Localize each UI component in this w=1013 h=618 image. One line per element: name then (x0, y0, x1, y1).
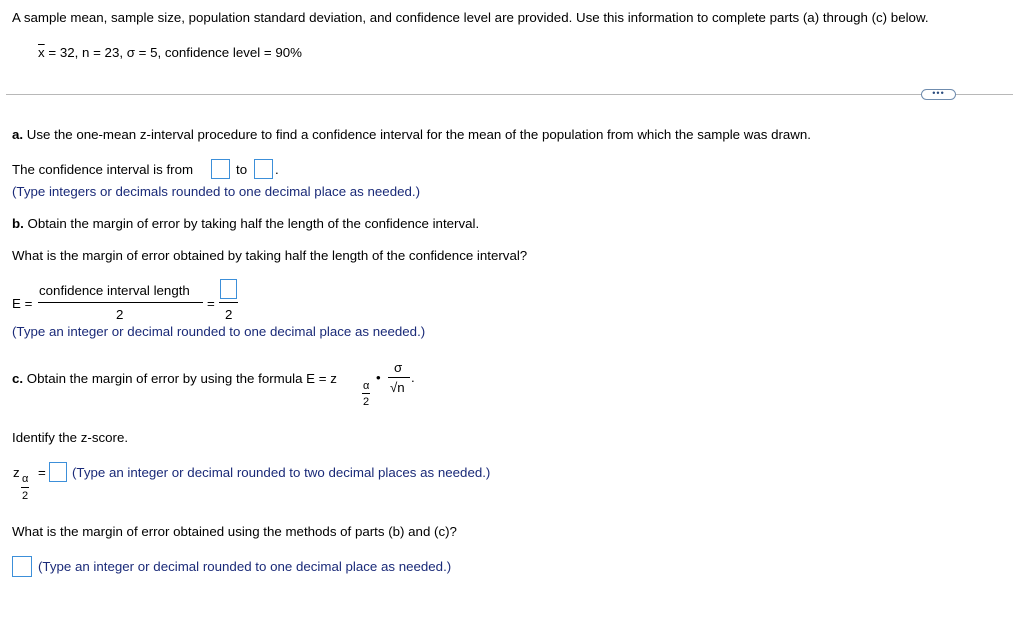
part-a-hint: (Type integers or decimals rounded to one decimal place as needed.) (12, 184, 421, 199)
identify-z-text: Identify the z-score. (12, 430, 129, 445)
ci-suffix: . (275, 162, 279, 177)
more-options-button[interactable]: ••• (921, 89, 956, 100)
formula-sigma-bar (388, 377, 410, 378)
part-b-label: b. (12, 216, 24, 231)
formula-alpha-bar (362, 393, 370, 394)
part-b-hint: (Type an integer or decimal rounded to one decimal place as needed.) (12, 324, 426, 339)
z-alpha: α (22, 473, 29, 485)
z-symbol: z (13, 465, 20, 480)
formula-alpha: α (363, 380, 370, 392)
given-values (38, 45, 302, 60)
instructions-text: A sample mean, sample size, population standard deviation, and confidence level are provided. Use this information to complete parts (a) through (c) below. (12, 10, 929, 25)
fraction-denominator-2: 2 (225, 307, 233, 322)
final-hint: (Type an integer or decimal rounded to one decimal place as needed.) (38, 559, 452, 574)
part-c-label: c. (12, 371, 24, 386)
formula-dot: • (376, 370, 381, 385)
e-label: E = (12, 296, 33, 311)
z-two: 2 (22, 490, 29, 502)
fraction-bar (38, 302, 203, 303)
part-c-instruction (12, 371, 337, 386)
ci-to-text: to (236, 162, 248, 177)
part-b-instruction (12, 216, 479, 231)
formula-two: 2 (363, 396, 370, 408)
z-alpha-bar (21, 487, 29, 488)
part-b-question: What is the margin of error obtained by taking half the length of the confidence interval? (12, 248, 528, 263)
z-score-input[interactable] (49, 462, 67, 482)
part-a-label: a. (12, 127, 24, 142)
fraction-bar-2 (219, 302, 238, 303)
formula-period: . (411, 370, 415, 385)
fraction-equals: = (207, 296, 215, 311)
interval-length-input[interactable] (220, 279, 237, 299)
ci-lower-input[interactable] (211, 159, 230, 179)
given-values-text: = 32, n = 23, σ = 5, confidence level = 90% (48, 45, 302, 60)
fraction-numerator: confidence interval length (39, 283, 190, 298)
formula-sigma: σ (394, 360, 403, 375)
part-a-question (12, 127, 811, 142)
z-equals: = (38, 465, 46, 480)
part-b-instruction-text: Obtain the margin of error by taking half the length of the confidence interval. (27, 216, 480, 231)
part-c-question: What is the margin of error obtained using the methods of parts (b) and (c)? (12, 524, 457, 539)
fraction-denominator: 2 (116, 307, 124, 322)
margin-of-error-input[interactable] (12, 556, 32, 577)
ci-prefix: The confidence interval is from (12, 162, 194, 177)
section-divider (6, 94, 1013, 95)
part-a-question-text: Use the one-mean z-interval procedure to find a confidence interval for the mean of the population from which the sample was drawn. (26, 127, 812, 142)
xbar-symbol: $\overline{x}$ (38, 45, 45, 60)
part-c-instruction-text: Obtain the margin of error by using the formula E = z (26, 371, 337, 386)
z-hint: (Type an integer or decimal rounded to two decimal places as needed.) (72, 465, 491, 480)
ci-upper-input[interactable] (254, 159, 273, 179)
formula-sqrt-n: √n (390, 380, 405, 395)
